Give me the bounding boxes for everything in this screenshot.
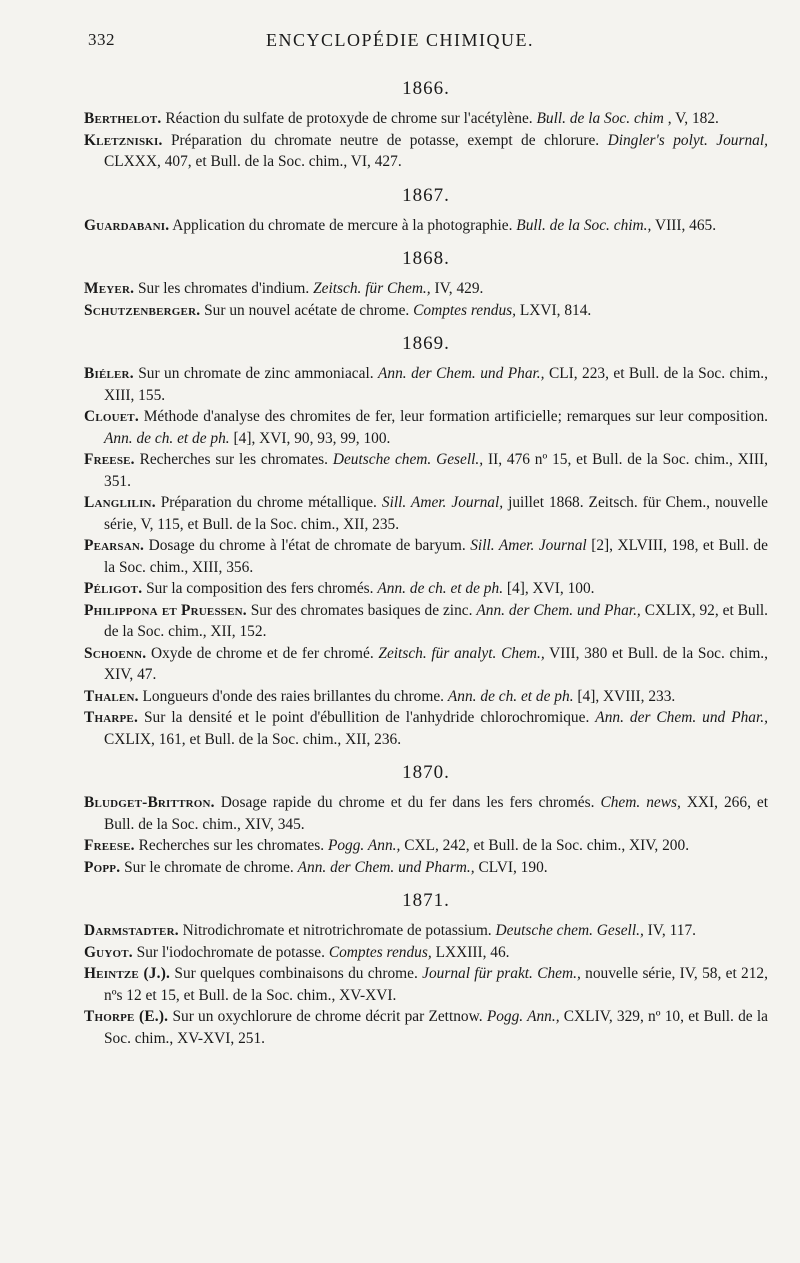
entry-citation: VIII, 465. bbox=[654, 216, 717, 234]
running-head bbox=[0, 30, 800, 54]
entry-title: Recherches sur les chromates. bbox=[138, 837, 325, 854]
bibliography-entry bbox=[84, 600, 768, 643]
entry-journal: Bull. de la Soc. chim bbox=[536, 110, 664, 127]
entry-title: Sur des chromates basiques de zinc. bbox=[250, 601, 473, 619]
entry-journal: Chem. news, bbox=[600, 794, 681, 811]
year-heading: 1871. bbox=[402, 890, 450, 911]
entry-citation: [2], XLVIII, 198, et Bull. de la Soc. chim., XIII, 356. bbox=[104, 537, 768, 576]
entry-citation: CXLIX, 161, et Bull. de la Soc. chim., XII, 236. bbox=[104, 730, 402, 748]
year-heading: 1869. bbox=[402, 333, 450, 354]
entry-citation: [4], XVI, 100. bbox=[506, 580, 595, 597]
entry-citation: [4], XVI, 90, 93, 99, 100. bbox=[233, 429, 391, 447]
bibliography-entry bbox=[84, 108, 768, 130]
entry-author: Thalen. bbox=[84, 687, 139, 705]
bibliography-entry bbox=[84, 278, 768, 300]
entry-citation: IV, 429. bbox=[434, 280, 484, 297]
entry-journal: Ann. der Chem. und Pharm., bbox=[297, 858, 475, 876]
entry-citation: juillet 1868. Zeitsch. für Chem., nouvelle série, V, 115, et Bull. de la Soc. chim., XII, 235. bbox=[104, 494, 768, 533]
running-title: ENCYCLOPÉDIE CHIMIQUE. bbox=[266, 30, 534, 50]
entry-citation: LXXIII, 46. bbox=[435, 943, 510, 961]
bibliography-entry bbox=[84, 492, 768, 535]
entry-author: Schutzenberger. bbox=[84, 301, 201, 319]
entry-author: Péligot. bbox=[84, 580, 143, 597]
entry-title: Sur un oxychlorure de chrome décrit par Zettnow. bbox=[172, 1008, 483, 1025]
entry-journal: Pogg. Ann., bbox=[327, 837, 401, 854]
entry-citation: II, 476 nº 15, et Bull. de la Soc. chim., XIII, 351. bbox=[104, 451, 768, 490]
entry-title: Dosage rapide du chrome et du fer dans les fers chromés. bbox=[220, 794, 595, 811]
entry-title: Préparation du chrome métallique. bbox=[160, 494, 377, 511]
bibliography-entry bbox=[84, 1006, 768, 1049]
entry-title: Oxyde de chrome et de fer chromé. bbox=[151, 644, 374, 662]
bibliography-entry bbox=[84, 920, 768, 942]
entry-author: Schoenn. bbox=[84, 644, 147, 662]
bibliography-entry bbox=[84, 707, 768, 750]
entry-author: Popp. bbox=[84, 858, 121, 876]
entry-author: Langlilin. bbox=[84, 494, 156, 511]
entry-journal: Deutsche chem. Gesell., bbox=[332, 451, 484, 468]
entry-title: Méthode d'analyse des chromites de fer, leur formation artificielle; remarques sur leur composition. bbox=[143, 408, 768, 425]
page-number: 332 bbox=[88, 30, 115, 49]
entry-author: Berthelot. bbox=[84, 110, 162, 127]
entry-title: Sur la densité et le point d'ébullition de l'anhydride chlorochromique. bbox=[144, 709, 590, 726]
entry-title: Sur un chromate de zinc ammoniacal. bbox=[138, 365, 374, 382]
entry-author: Thorpe (E.). bbox=[84, 1008, 169, 1025]
entry-author: Philippona et Pruessen. bbox=[84, 601, 247, 619]
entry-journal: Comptes rendus, bbox=[328, 943, 432, 961]
entry-journal: Zeitsch. für Chem., bbox=[313, 280, 431, 297]
entry-journal: Deutsche chem. Gesell., bbox=[495, 922, 644, 939]
entry-journal: Zeitsch. für analyt. Chem., bbox=[378, 644, 545, 662]
year-heading: 1868. bbox=[402, 248, 450, 269]
bibliography-entry bbox=[84, 643, 768, 686]
entry-citation: CXLIV, 329, nº 10, et Bull. de la Soc. chim., XV-XVI, 251. bbox=[104, 1008, 768, 1047]
entry-author: Freese. bbox=[84, 451, 135, 468]
entry-author: Guyot. bbox=[84, 943, 133, 961]
entry-title: Sur quelques combinaisons du chrome. bbox=[174, 965, 418, 982]
year-heading: 1867. bbox=[402, 184, 450, 206]
entry-title: Sur l'iodochromate de potasse. bbox=[136, 943, 325, 961]
bibliography-body bbox=[84, 76, 768, 1049]
entry-title: Dosage du chrome à l'état de chromate de baryum. bbox=[148, 537, 466, 554]
entry-journal: Sill. Amer. Journal bbox=[470, 537, 587, 554]
entry-citation: VIII, 380 et Bull. de la Soc. chim., XIV, 47. bbox=[104, 644, 769, 683]
bibliography-entry bbox=[84, 963, 768, 1006]
year-heading: 1866. bbox=[402, 78, 450, 99]
bibliography-entry bbox=[84, 449, 768, 492]
bibliography-entry bbox=[84, 857, 768, 879]
entry-title: Longueurs d'onde des raies brillantes du chrome. bbox=[142, 687, 445, 705]
entry-citation: CLI, 223, et Bull. de la Soc. chim., XIII, 155. bbox=[104, 365, 769, 404]
entry-journal: Journal für prakt. Chem., bbox=[422, 965, 581, 982]
entry-author: Tharpe. bbox=[84, 709, 139, 726]
entry-journal: Bull. de la Soc. chim., bbox=[516, 216, 652, 234]
entry-author: Clouet. bbox=[84, 408, 139, 425]
entry-journal: Ann. der Chem. und Phar., bbox=[595, 709, 768, 726]
bibliography-entry bbox=[84, 406, 768, 449]
entry-citation: XXI, 266, et Bull. de la Soc. chim., XIV, 345. bbox=[104, 794, 768, 833]
entry-journal: Ann. de ch. et de ph. bbox=[447, 687, 574, 705]
entry-citation: CXL, 242, et Bull. de la Soc. chim., XIV, 200. bbox=[404, 837, 690, 854]
entry-citation: LXVI, 814. bbox=[519, 301, 592, 319]
entry-title: Réaction du sulfate de protoxyde de chrome sur l'acétylène. bbox=[165, 110, 533, 127]
entry-author: Pearsan. bbox=[84, 537, 145, 554]
entry-citation: IV, 117. bbox=[647, 922, 696, 939]
entry-title: Nitrodichromate et nitrotrichromate de potassium. bbox=[182, 922, 492, 939]
entry-title: Sur le chromate de chrome. bbox=[124, 858, 294, 876]
entry-journal: Dingler's polyt. Journal, bbox=[607, 131, 768, 149]
entry-author: Darmstadter. bbox=[84, 922, 179, 939]
bibliography-entry bbox=[84, 835, 768, 857]
entry-citation: , V, 182. bbox=[667, 110, 719, 127]
entry-title: Préparation du chromate neutre de potasse, exempt de chlorure. bbox=[170, 131, 600, 149]
bibliography-entry bbox=[84, 215, 768, 237]
entry-author: Kletzniski. bbox=[84, 131, 163, 149]
entry-journal: Sill. Amer. Journal, bbox=[381, 494, 504, 511]
bibliography-entry bbox=[84, 535, 768, 578]
bibliography-entry bbox=[84, 363, 768, 406]
entry-citation: CLVI, 190. bbox=[478, 858, 548, 876]
year-heading: 1870. bbox=[402, 762, 450, 783]
entry-journal: Pogg. Ann., bbox=[486, 1008, 560, 1025]
bibliography-entry bbox=[84, 130, 768, 173]
entry-author: Meyer. bbox=[84, 280, 135, 297]
entry-citation: nouvelle série, IV, 58, et 212, nºs 12 et 15, et Bull. de la Soc. chim., XV-XVI. bbox=[104, 965, 768, 1004]
entry-title: Sur la composition des fers chromés. bbox=[146, 580, 374, 597]
entry-author: Heintze (J.). bbox=[84, 965, 171, 982]
entry-journal: Ann. der Chem. und Phar., bbox=[378, 365, 545, 382]
entry-citation: CXLIX, 92, et Bull. de la Soc. chim., XII, 152. bbox=[104, 601, 769, 640]
entry-citation: [4], XVIII, 233. bbox=[577, 687, 676, 705]
entry-journal: Ann. de ch. et de ph. bbox=[104, 429, 230, 447]
bibliography-entry bbox=[84, 686, 768, 708]
entry-title: Sur les chromates d'indium. bbox=[138, 280, 310, 297]
entry-author: Guardabani. bbox=[84, 216, 170, 234]
bibliography-entry bbox=[84, 300, 768, 322]
entry-journal: Comptes rendus, bbox=[413, 301, 517, 319]
entry-title: Recherches sur les chromates. bbox=[139, 451, 328, 468]
entry-journal: Ann. de ch. et de ph. bbox=[377, 580, 504, 597]
entry-title: Sur un nouvel acétate de chrome. bbox=[204, 301, 410, 319]
bibliography-entry bbox=[84, 942, 768, 964]
bibliography-entry bbox=[84, 578, 768, 600]
entry-author: Freese. bbox=[84, 837, 135, 854]
entry-author: Biéler. bbox=[84, 365, 134, 382]
entry-citation: CLXXX, 407, et Bull. de la Soc. chim., VI, 427. bbox=[104, 153, 402, 170]
entry-title: Application du chromate de mercure à la photographie. bbox=[172, 216, 513, 234]
bibliography-entry bbox=[84, 792, 768, 835]
entry-author: Bludget-Brittron. bbox=[84, 794, 215, 811]
entry-journal: Ann. der Chem. und Phar., bbox=[476, 601, 641, 619]
